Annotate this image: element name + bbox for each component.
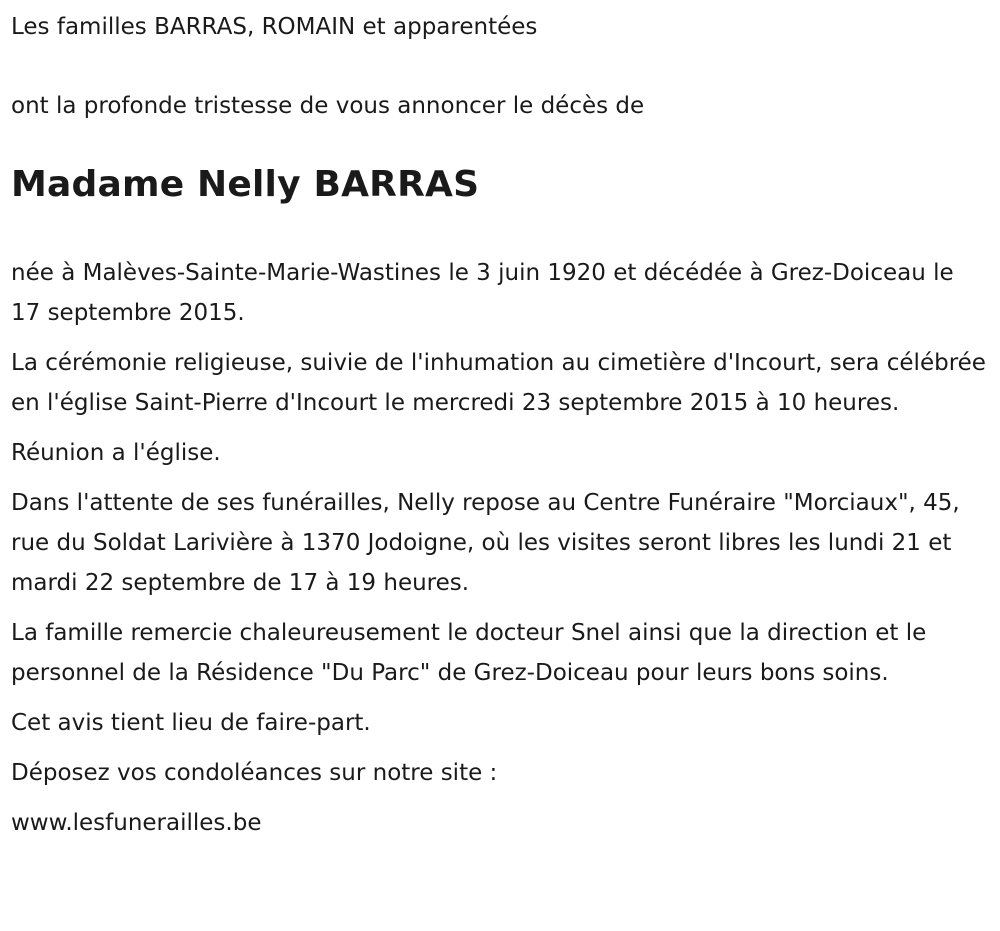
thanks-paragraph: La famille remercie chaleureusement le docteur Snel ainsi que la direction et le personnel de la Résidence "Du Parc" de Grez-Doiceau pour leurs bons soins. — [11, 620, 927, 686]
visitation-paragraph: Dans l'attente de ses funérailles, Nelly repose au Centre Funéraire "Morciaux", 45, rue du Soldat Larivière à 1370 Jodoigne, où les visites seront libres les lundi 21 et mardi 22 septembre de 17 à 19 heures. — [11, 490, 960, 596]
announcement-line: ont la profonde tristesse de vous annoncer le décès de — [11, 93, 645, 119]
meeting-paragraph: Réunion a l'église. — [11, 440, 221, 466]
ceremony-paragraph: La cérémonie religieuse, suivie de l'inhumation au cimetière d'Incourt, sera célébrée en l'église Saint-Pierre d'Incourt le mercredi 23 septembre 2015 à 10 heures. — [11, 350, 986, 416]
birth-death-paragraph: née à Malèves-Sainte-Marie-Wastines le 3 juin 1920 et décédée à Grez-Doiceau le 17 septembre 2015. — [11, 260, 954, 326]
faire-part-paragraph: Cet avis tient lieu de faire-part. — [11, 710, 371, 736]
notice-body — [11, 253, 986, 843]
families-line: Les familles BARRAS, ROMAIN et apparentées — [11, 14, 538, 40]
website-link[interactable]: www.lesfunerailles.be — [11, 810, 262, 836]
deceased-name: Madame Nelly BARRAS — [11, 164, 480, 205]
condolences-paragraph: Déposez vos condoléances sur notre site : — [11, 760, 498, 786]
